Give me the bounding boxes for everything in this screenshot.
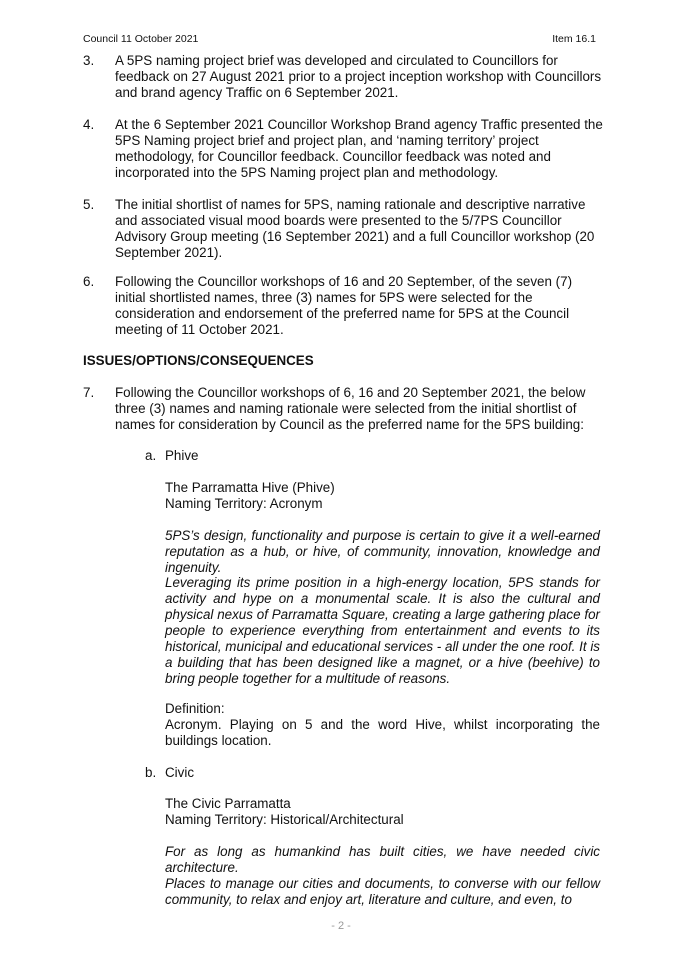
option-name: Civic [165, 765, 195, 780]
option-label: a. [145, 448, 157, 463]
paragraph-number: 7. [83, 385, 95, 400]
option-a-rationale-1: 5PS’s design, functionality and purpose is certain to give it a well-earned reputation as a hub, or hive, of community, innovation, knowledge and ingenuity. [165, 528, 600, 575]
paragraph-number: 6. [83, 274, 95, 289]
paragraph-number: 5. [83, 197, 95, 212]
option-a-full-name: The Parramatta Hive (Phive) [165, 480, 335, 495]
paragraph-text: The initial shortlist of names for 5PS, naming rationale and descriptive narrative and associated visual mood boards were presented to the 5/7PS Councillor Advisory Group meeting (16 September 2021) and a full Councillor workshop (20 September 2021). [115, 197, 595, 260]
paragraph-text: A 5PS naming project brief was developed and circulated to Councillors for feedback on 27 August 2021 prior to a project inception workshop with Councillors and brand agency Traffic on 6 September 2021. [115, 53, 602, 100]
paragraph-number: 4. [83, 117, 95, 132]
option-b-rationale-2: Places to manage our cities and documents, to converse with our fellow community, to relax and enjoy art, literature and culture, and even, to [165, 876, 600, 907]
paragraph-3 [83, 53, 603, 101]
header-meeting: Council 11 October 2021 [83, 33, 199, 45]
option-b-heading [145, 765, 194, 781]
paragraph-text: At the 6 September 2021 Councillor Workshop Brand agency Traffic presented the 5PS Naming project brief and project plan, and ‘naming territory’ project methodology, for Councillor feedback. Councillor feedback was noted and incorporated into the 5PS Naming project plan and methodology. [115, 117, 603, 180]
paragraph-number: 3. [83, 53, 95, 68]
option-a-rationale-2: Leveraging its prime position in a high-energy location, 5PS stands for activity and hype on a monumental scale. It is also the cultural and physical nexus of Parramatta Square, creating a large gathering place for people to experience everything from entertainment and events to its historical, municipal and educational services - all under the one roof. It is a building that has been designed like a magnet, or a hive (beehive) to bring people together for a multitude of reasons. [165, 575, 600, 686]
section-heading: ISSUES/OPTIONS/CONSEQUENCES [83, 353, 314, 368]
option-b-territory: Naming Territory: Historical/Architectural [165, 812, 404, 827]
option-label: b. [145, 765, 157, 780]
option-b-rationale-1: For as long as humankind has built cities, we have needed civic architecture. [165, 844, 600, 875]
option-name: Phive [165, 448, 199, 463]
paragraph-4 [83, 117, 603, 181]
option-a-territory: Naming Territory: Acronym [165, 496, 323, 511]
option-b-full-name: The Civic Parramatta [165, 796, 291, 811]
option-a-definition-label: Definition: [165, 701, 225, 716]
paragraph-6 [83, 274, 603, 338]
option-a-definition: Acronym. Playing on 5 and the word Hive, whilst incorporating the buildings location. [165, 717, 600, 748]
option-a-heading [145, 448, 199, 464]
header-item-number: Item 16.1 [552, 33, 596, 45]
page-number: - 2 - [331, 920, 351, 932]
paragraph-7 [83, 385, 603, 433]
paragraph-text: Following the Councillor workshops of 6, 16 and 20 September 2021, the below three (3) names and naming rationale were selected from the initial shortlist of names for consideration by Council as the preferred name for the 5PS building: [115, 385, 586, 432]
paragraph-5 [83, 197, 603, 261]
paragraph-text: Following the Councillor workshops of 16 and 20 September, of the seven (7) initial shortlisted names, three (3) names for 5PS were selected for the consideration and endorsement of the preferred name for 5PS at the Council meeting of 11 October 2021. [115, 274, 573, 337]
